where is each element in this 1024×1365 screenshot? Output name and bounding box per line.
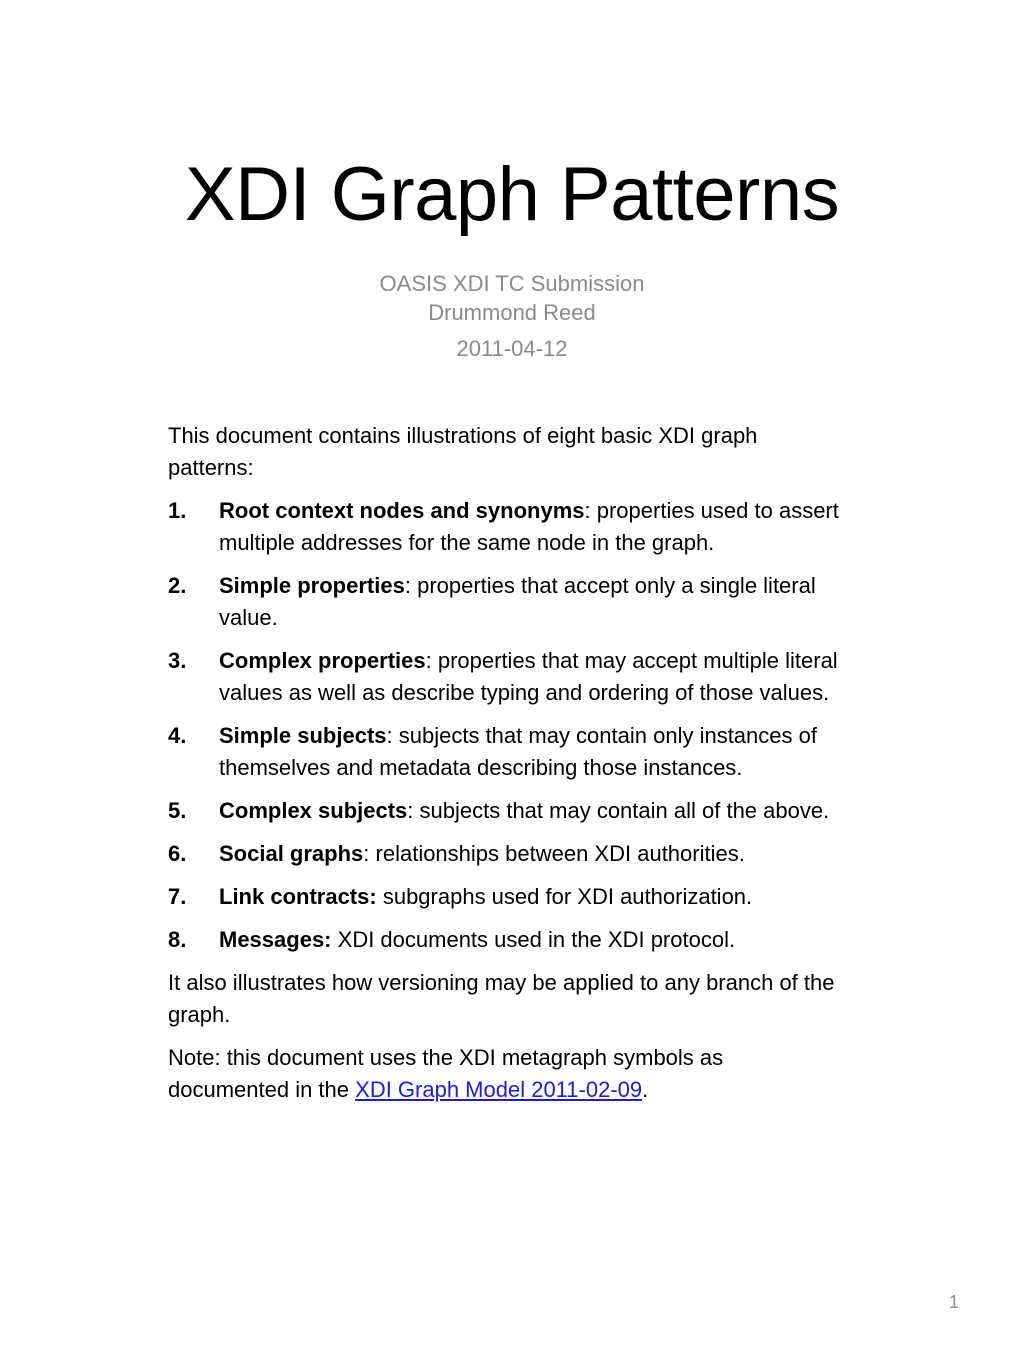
list-item-description: subgraphs used for XDI authorization. <box>382 884 753 909</box>
list-item-number: 2. <box>168 573 187 598</box>
list-item-term: Complex properties <box>219 648 426 673</box>
pattern-list <box>168 495 848 956</box>
list-item <box>168 924 848 956</box>
page-number: 1 <box>948 1292 959 1312</box>
list-item-description: subjects that may contain all of the above. <box>419 798 830 823</box>
list-item-separator: : <box>407 798 420 823</box>
list-item-term: Simple subjects <box>219 723 387 748</box>
list-item-separator: : <box>404 573 418 598</box>
list-item-separator: : <box>386 723 399 748</box>
versioning-paragraph: It also illustrates how versioning may be applied to any branch of the graph. <box>168 970 835 1027</box>
list-item-description: properties that may accept multiple literal values as well as describe typing and ordering of those values. <box>219 648 838 705</box>
list-item-number: 7. <box>168 884 187 909</box>
graph-model-link[interactable]: XDI Graph Model 2011-02-09 <box>355 1077 643 1102</box>
list-item-term: Link contracts: <box>219 884 377 909</box>
list-item <box>168 795 848 827</box>
slide-title: XDI Graph Patterns <box>184 152 840 237</box>
list-item <box>168 720 848 784</box>
list-item-term: Root context nodes and synonyms <box>219 498 585 523</box>
list-item-description: subjects that may contain only instances of themselves and metadata describing those instances. <box>219 723 817 780</box>
list-item-number: 5. <box>168 798 187 823</box>
list-item-number: 1. <box>168 498 187 523</box>
list-item <box>168 645 848 709</box>
list-item-term: Simple properties <box>219 573 405 598</box>
list-item-description: properties that accept only a single literal value. <box>219 573 816 630</box>
note-suffix: . <box>642 1077 649 1102</box>
intro-paragraph: This document contains illustrations of eight basic XDI graph patterns: <box>168 423 758 480</box>
list-item-number: 3. <box>168 648 187 673</box>
list-item-number: 6. <box>168 841 187 866</box>
list-item-separator: : <box>363 841 376 866</box>
list-item <box>168 570 848 634</box>
list-item-description: XDI documents used in the XDI protocol. <box>337 927 736 952</box>
subtitle-line-1: OASIS XDI TC Submission <box>379 271 645 296</box>
list-item-term: Complex subjects <box>219 798 408 823</box>
list-item-term: Messages: <box>219 927 332 952</box>
list-item-number: 4. <box>168 723 187 748</box>
list-item <box>168 838 848 870</box>
list-item-term: Social graphs <box>219 841 364 866</box>
list-item <box>168 881 848 913</box>
note-prefix: Note: this document uses the XDI metagraph symbols as documented in the <box>168 1045 724 1102</box>
list-item-separator: : <box>425 648 438 673</box>
note-paragraph <box>168 1042 848 1106</box>
list-item-description: relationships between XDI authorities. <box>375 841 745 866</box>
list-item <box>168 495 848 559</box>
subtitle-date: 2011-04-12 <box>456 336 568 361</box>
subtitle-line-2: Drummond Reed <box>428 300 596 325</box>
list-item-separator: : <box>584 498 597 523</box>
body-content <box>168 420 848 1117</box>
list-item-number: 8. <box>168 927 187 952</box>
list-item-description: properties used to assert multiple addresses for the same node in the graph. <box>219 498 839 555</box>
